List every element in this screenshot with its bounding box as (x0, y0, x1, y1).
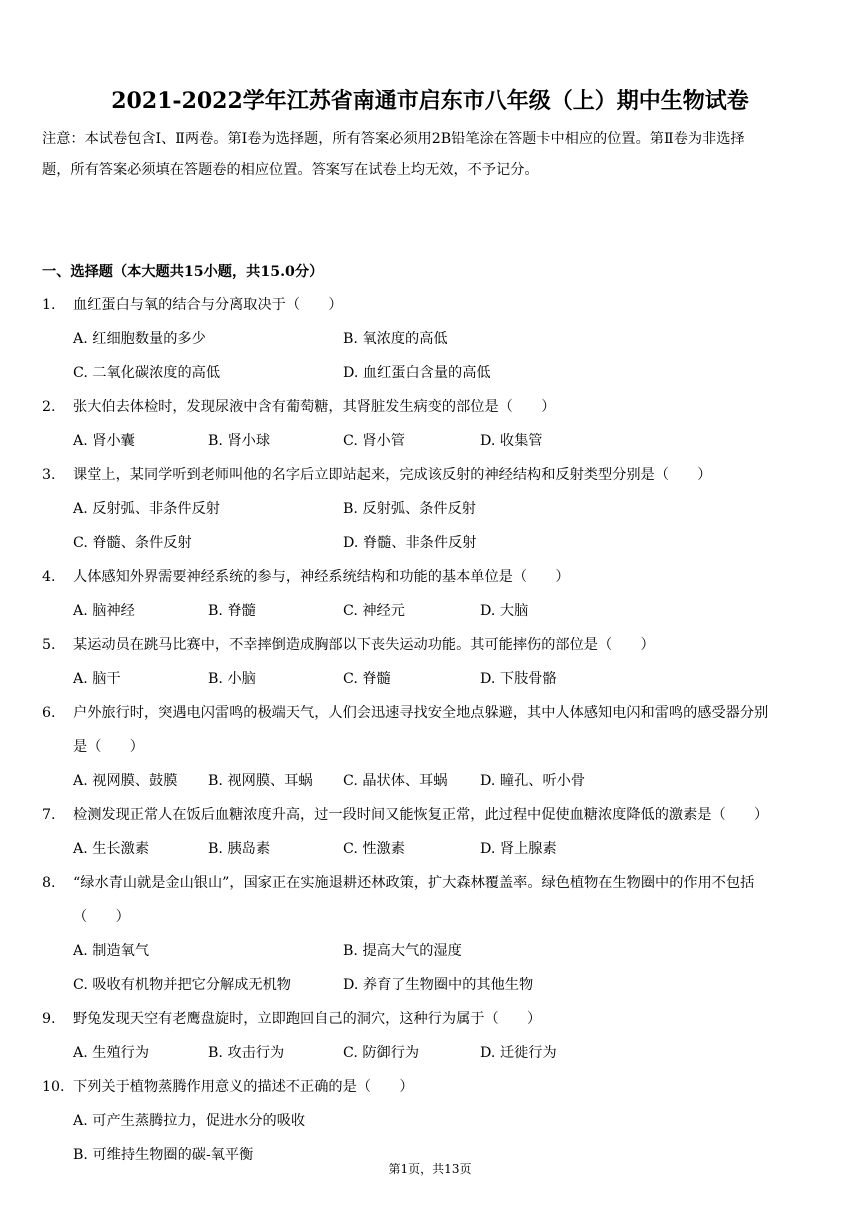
option-b: B. 小脑 (208, 671, 256, 687)
exam-notice (42, 124, 822, 186)
option-b: B. 可维持生物圈的碳-氧平衡 (73, 1147, 254, 1163)
option-b: B. 攻击行为 (208, 1045, 285, 1061)
section-title: 一、选择题（本大题共15小题，共15.0分） (42, 264, 324, 280)
option-d: D. 迁徙行为 (480, 1045, 557, 1061)
option-b: B. 氧浓度的高低 (343, 331, 448, 347)
option-b: B. 提高大气的湿度 (343, 943, 462, 959)
question-text-continued: （ ） (73, 909, 130, 925)
question-text: 张大伯去体检时，发现尿液中含有葡萄糖，其肾脏发生病变的部位是（ ） (73, 399, 556, 415)
option-d: D. 养育了生物圈中的其他生物 (343, 977, 534, 993)
option-d: D. 收集管 (480, 433, 543, 449)
question-number: 7. (42, 807, 56, 823)
option-c: C. 防御行为 (343, 1045, 420, 1061)
option-d: D. 血红蛋白含量的高低 (343, 365, 491, 381)
question-text: “绿水青山就是金山银山”，国家正在实施退耕还林政策，扩大森林覆盖率。绿色植物在生物圈中的作用不包括 (73, 875, 755, 891)
question-text: 某运动员在跳马比赛中，不幸摔倒造成胸部以下丧失运动功能。其可能摔伤的部位是（ ） (73, 637, 655, 653)
question-text-continued: 是（ ） (73, 739, 144, 755)
option-d: D. 瞳孔、听小骨 (480, 773, 586, 789)
option-c: C. 神经元 (343, 603, 405, 619)
option-a: A. 脑神经 (73, 603, 135, 619)
option-c: C. 性激素 (343, 841, 405, 857)
question-text: 野兔发现天空有老鹰盘旋时，立即跑回自己的洞穴，这种行为属于（ ） (73, 1011, 542, 1027)
question-text: 检测发现正常人在饭后血糖浓度升高，过一段时间又能恢复正常，此过程中促使血糖浓度降低的激素是（ ） (73, 807, 769, 823)
question-text: 课堂上，某同学听到老师叫他的名字后立即站起来，完成该反射的神经结构和反射类型分别是（ ） (73, 467, 712, 483)
question-number: 10. (42, 1079, 65, 1095)
option-a: A. 生长激素 (73, 841, 150, 857)
notice-line-1: 注意：本试卷包含Ⅰ、Ⅱ两卷。第Ⅰ卷为选择题，所有答案必须用2B铅笔涂在答题卡中相应的位置。第Ⅱ卷为非选择 (42, 131, 745, 147)
question-text: 人体感知外界需要神经系统的参与，神经系统结构和功能的基本单位是（ ） (73, 569, 570, 585)
question-number: 4. (42, 569, 56, 585)
option-a: A. 红细胞数量的多少 (73, 331, 206, 347)
notice-line-2: 题，所有答案必须填在答题卷的相应位置。答案写在试卷上均无效，不予记分。 (42, 162, 539, 178)
question-number: 1. (42, 297, 56, 313)
option-c: C. 二氧化碳浓度的高低 (73, 365, 221, 381)
option-d: D. 大脑 (480, 603, 529, 619)
option-c: C. 晶状体、耳蜗 (343, 773, 448, 789)
exam-title: 2021-2022学年江苏省南通市启东市八年级（上）期中生物试卷 (111, 88, 749, 114)
option-b: B. 肾小球 (208, 433, 271, 449)
option-d: D. 下肢骨骼 (480, 671, 557, 687)
option-c: C. 脊髓、条件反射 (73, 535, 192, 551)
question-number: 2. (42, 399, 56, 415)
question-number: 9. (42, 1011, 56, 1027)
option-a: A. 制造氧气 (73, 943, 150, 959)
option-c: C. 脊髓 (343, 671, 391, 687)
question-text: 下列关于植物蒸腾作用意义的描述不正确的是（ ） (73, 1079, 414, 1095)
question-number: 8. (42, 875, 56, 891)
option-b: B. 脊髓 (208, 603, 256, 619)
question-text: 户外旅行时，突遇电闪雷鸣的极端天气，人们会迅速寻找安全地点躲避，其中人体感知电闪和雷鸣的感受器分别 (73, 705, 769, 721)
option-a: A. 肾小囊 (73, 433, 135, 449)
question-number: 5. (42, 637, 56, 653)
option-a: A. 视网膜、鼓膜 (73, 773, 178, 789)
option-a: A. 生殖行为 (73, 1045, 150, 1061)
option-a: A. 反射弧、非条件反射 (73, 501, 220, 517)
option-b: B. 胰岛素 (208, 841, 271, 857)
option-c: C. 吸收有机物并把它分解成无机物 (73, 977, 291, 993)
option-a: A. 脑干 (73, 671, 121, 687)
option-d: D. 脊髓、非条件反射 (343, 535, 477, 551)
option-a: A. 可产生蒸腾拉力，促进水分的吸收 (73, 1113, 306, 1129)
question-text: 血红蛋白与氧的结合与分离取决于（ ） (73, 297, 343, 313)
option-d: D. 肾上腺素 (480, 841, 557, 857)
option-c: C. 肾小管 (343, 433, 405, 449)
question-number: 3. (42, 467, 56, 483)
option-b: B. 视网膜、耳蜗 (208, 773, 313, 789)
option-b: B. 反射弧、条件反射 (343, 501, 476, 517)
question-number: 6. (42, 705, 56, 721)
page-footer: 第1页，共13页 (388, 1162, 472, 1176)
